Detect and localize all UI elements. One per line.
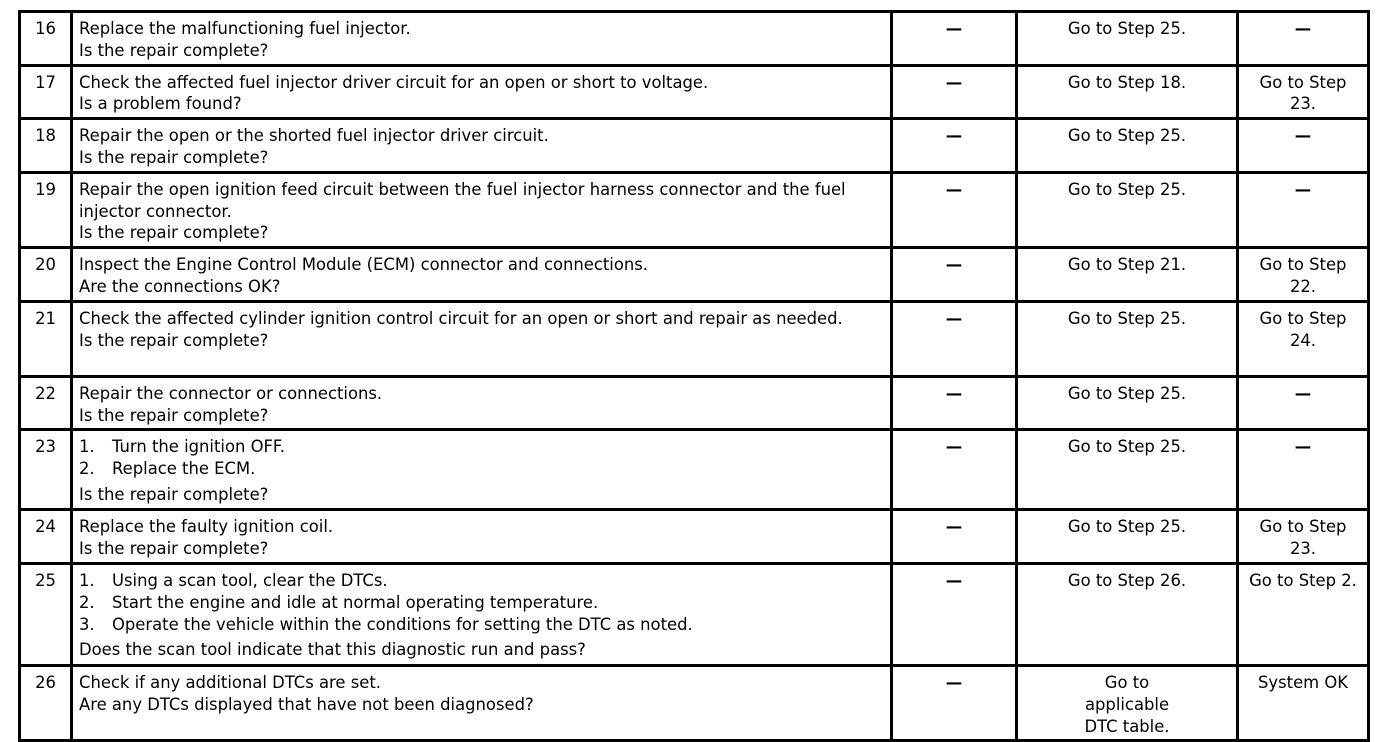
value-cell	[893, 174, 1018, 249]
step-number: 20	[21, 249, 73, 303]
value-cell	[893, 67, 1018, 121]
table-row	[21, 565, 1370, 667]
no-text: Go to Step 23.	[1259, 72, 1347, 114]
no-cell	[1239, 431, 1370, 511]
value-text: —	[945, 255, 963, 275]
table-row	[21, 67, 1370, 121]
yes-text: Go to Step 18.	[1067, 72, 1187, 92]
action-text: Are any DTCs displayed that have not been diagnosed?	[79, 694, 534, 714]
yes-text: Go to Step 25.	[1067, 179, 1187, 199]
action-text: Is a problem found?	[79, 94, 242, 114]
substep-number: 1.	[79, 570, 95, 590]
table-row	[21, 13, 1370, 67]
step-number: 24	[21, 511, 73, 565]
yes-cell	[1018, 13, 1239, 67]
value-text: —	[945, 179, 963, 199]
action-substeps	[79, 436, 884, 480]
yes-text: Go to Step 26.	[1067, 570, 1187, 590]
yes-text: Go to Step 25.	[1067, 19, 1187, 38]
step-action	[73, 431, 893, 511]
no-text: —	[1294, 383, 1312, 403]
substep-number: 1.	[79, 437, 95, 457]
yes-cell	[1018, 67, 1239, 121]
no-cell	[1239, 249, 1370, 303]
step-action	[73, 67, 893, 121]
step-action	[73, 174, 893, 249]
step-number: 18	[21, 120, 73, 174]
step-number: 21	[21, 303, 73, 378]
action-text: Repair the open ignition feed circuit between the fuel injector harness connector and the fuel injector connector.	[79, 179, 851, 221]
no-cell	[1239, 67, 1370, 121]
no-text: System OK	[1258, 672, 1348, 692]
list-item	[79, 436, 884, 458]
action-text: Check if any additional DTCs are set.	[79, 672, 381, 692]
action-text: Replace the faulty ignition coil.	[79, 517, 334, 537]
no-cell	[1239, 174, 1370, 249]
table-row	[21, 667, 1370, 742]
value-text: —	[945, 308, 963, 328]
action-text: Inspect the Engine Control Module (ECM) connector and connections.	[79, 255, 649, 275]
no-cell	[1239, 511, 1370, 565]
yes-text: Go to Step 25.	[1067, 308, 1187, 328]
action-text: Replace the malfunctioning fuel injector.	[79, 19, 411, 38]
action-text: Is the repair complete?	[79, 405, 269, 425]
step-number: 25	[21, 565, 73, 667]
value-text: —	[945, 126, 963, 146]
substep-number: 3.	[79, 614, 95, 634]
action-text: Check the affected fuel injector driver circuit for an open or short to voltage.	[79, 72, 709, 92]
list-item	[79, 458, 884, 480]
table-row	[21, 378, 1370, 432]
value-cell	[893, 511, 1018, 565]
yes-cell	[1018, 511, 1239, 565]
list-item	[79, 614, 884, 636]
action-question: Does the scan tool indicate that this diagnostic run and pass?	[79, 640, 586, 660]
no-text: —	[1294, 179, 1312, 199]
step-number: 17	[21, 67, 73, 121]
step-number: 16	[21, 13, 73, 67]
no-text: Go to Step 22.	[1259, 255, 1347, 296]
step-action	[73, 120, 893, 174]
substep-text: Using a scan tool, clear the DTCs.	[112, 570, 388, 590]
action-text: Is the repair complete?	[79, 539, 269, 559]
value-cell	[893, 667, 1018, 742]
value-text: —	[945, 672, 963, 692]
list-item	[79, 570, 884, 592]
yes-cell	[1018, 667, 1239, 742]
value-text: —	[945, 517, 963, 537]
step-action	[73, 303, 893, 378]
no-cell	[1239, 303, 1370, 378]
step-action	[73, 511, 893, 565]
action-text: Are the connections OK?	[79, 276, 281, 296]
yes-cell	[1018, 431, 1239, 511]
substep-text: Start the engine and idle at normal operating temperature.	[112, 592, 599, 612]
value-cell	[893, 565, 1018, 667]
yes-text: Go to applicable DTC table.	[1084, 672, 1170, 736]
yes-cell	[1018, 303, 1239, 378]
yes-text: Go to Step 25.	[1067, 126, 1187, 146]
action-text: Is the repair complete?	[79, 40, 269, 60]
value-text: —	[945, 19, 963, 38]
no-text: —	[1294, 19, 1312, 38]
yes-text: Go to Step 21.	[1067, 255, 1187, 275]
yes-text: Go to Step 25.	[1067, 517, 1187, 537]
table-row	[21, 174, 1370, 249]
step-number: 23	[21, 431, 73, 511]
action-text: Is the repair complete?	[79, 147, 269, 167]
table-row	[21, 249, 1370, 303]
no-cell	[1239, 13, 1370, 67]
yes-cell	[1018, 120, 1239, 174]
action-text: Repair the connector or connections.	[79, 383, 383, 403]
substep-number: 2.	[79, 592, 95, 612]
substep-text: Replace the ECM.	[112, 459, 256, 479]
step-number: 22	[21, 378, 73, 432]
yes-cell	[1018, 249, 1239, 303]
yes-cell	[1018, 565, 1239, 667]
diagnostic-table-body	[21, 13, 1370, 742]
value-cell	[893, 431, 1018, 511]
yes-text: Go to Step 25.	[1067, 383, 1187, 403]
no-cell	[1239, 378, 1370, 432]
action-substeps	[79, 570, 884, 635]
step-action	[73, 565, 893, 667]
list-item	[79, 592, 884, 614]
table-row	[21, 303, 1370, 378]
no-text: —	[1294, 126, 1312, 146]
no-cell	[1239, 667, 1370, 742]
yes-text: Go to Step 25.	[1067, 437, 1187, 457]
value-cell	[893, 13, 1018, 67]
action-text: Check the affected cylinder ignition control circuit for an open or short and repair as needed.	[79, 308, 843, 328]
value-cell	[893, 120, 1018, 174]
action-text: Repair the open or the shorted fuel injector driver circuit.	[79, 126, 549, 146]
table-row	[21, 511, 1370, 565]
value-text: —	[945, 383, 963, 403]
table-row	[21, 120, 1370, 174]
substep-text: Operate the vehicle within the conditions for setting the DTC as noted.	[112, 614, 693, 634]
step-action	[73, 378, 893, 432]
no-text: Go to Step 23.	[1259, 517, 1347, 559]
table-row	[21, 431, 1370, 511]
value-cell	[893, 303, 1018, 378]
step-number: 26	[21, 667, 73, 742]
step-action	[73, 667, 893, 742]
yes-cell	[1018, 174, 1239, 249]
step-action	[73, 249, 893, 303]
value-cell	[893, 378, 1018, 432]
no-text: Go to Step 2.	[1249, 570, 1357, 590]
value-text: —	[945, 437, 963, 457]
yes-cell	[1018, 378, 1239, 432]
no-cell	[1239, 565, 1370, 667]
value-text: —	[945, 570, 963, 590]
value-text: —	[945, 72, 963, 92]
no-cell	[1239, 120, 1370, 174]
step-number: 19	[21, 174, 73, 249]
step-action	[73, 13, 893, 67]
no-text: —	[1294, 437, 1312, 457]
action-text: Is the repair complete?	[79, 223, 269, 243]
action-text: Is the repair complete?	[79, 330, 269, 350]
substep-text: Turn the ignition OFF.	[112, 437, 285, 457]
action-question: Is the repair complete?	[79, 484, 269, 504]
diagnostic-table	[18, 10, 1370, 742]
value-cell	[893, 249, 1018, 303]
no-text: Go to Step 24.	[1259, 308, 1347, 350]
substep-number: 2.	[79, 459, 95, 479]
